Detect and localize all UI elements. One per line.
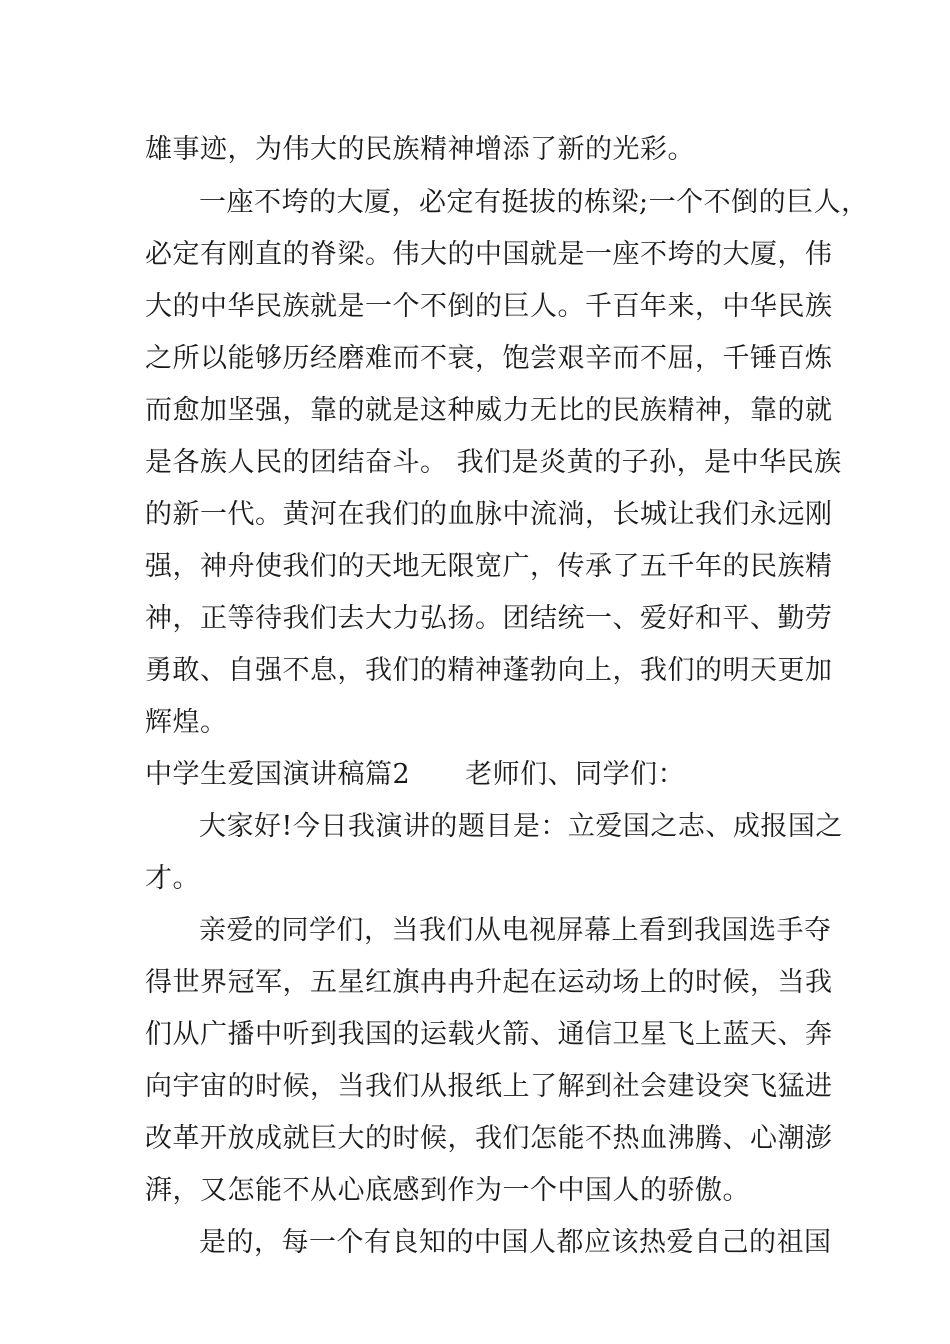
text-line: 改革开放成就巨大的时候，我们怎能不热血沸腾、心潮澎 (145, 1123, 833, 1154)
text-line: 才。 (145, 863, 200, 894)
text-line: 得世界冠军，五星红旗冉冉升起在运动场上的时候，当我 (145, 967, 833, 998)
paragraph-start-line: 是的，每一个有良知的中国人都应该热爱自己的祖国 (199, 1227, 832, 1258)
text-line: 必定有刚直的脊梁。伟大的中国就是一座不垮的大厦，伟 (145, 239, 833, 270)
text-line: 勇敢、自强不息，我们的精神蓬勃向上，我们的明天更加 (145, 655, 833, 686)
text-line: 雄事迹，为伟大的民族精神增添了新的光彩。 (145, 134, 695, 165)
text-line: 而愈加坚强，靠的就是这种威力无比的民族精神，靠的就 (145, 395, 833, 426)
text-line: 向宇宙的时候，当我们从报纸上了解到社会建设突飞猛进 (145, 1071, 833, 1102)
text-line: 的新一代。黄河在我们的血脉中流淌，长城让我们永远刚 (145, 499, 833, 530)
paragraph-start-line: 大家好!今日我演讲的题目是：立爱国之志、成报国之 (199, 811, 843, 842)
text-line: 湃，又怎能不从心底感到作为一个中国人的骄傲。 (145, 1175, 750, 1206)
text-line: 辉煌。 (145, 707, 228, 738)
section-heading-line: 中学生爱国演讲稿篇2 老师们、同学们： (145, 759, 686, 790)
paragraph-start-line: 亲爱的同学们，当我们从电视屏幕上看到我国选手夺 (199, 915, 832, 946)
paragraph-start-line: 一座不垮的大厦，必定有挺拔的栋梁;一个不倒的巨人， (199, 187, 869, 218)
text-line: 大的中华民族就是一个不倒的巨人。千百年来，中华民族 (145, 291, 833, 322)
text-line: 们从广播中听到我国的运载火箭、通信卫星飞上蓝天、奔 (145, 1019, 833, 1050)
text-line: 强，神舟使我们的天地无限宽广，传承了五千年的民族精 (145, 551, 833, 582)
text-line: 神，正等待我们去大力弘扬。团结统一、爱好和平、勤劳 (145, 603, 833, 634)
text-line: 之所以能够历经磨难而不衰，饱尝艰辛而不屈，千锤百炼 (145, 343, 833, 374)
text-line: 是各族人民的团结奋斗。 我们是炎黄的子孙，是中华民族 (145, 447, 842, 478)
